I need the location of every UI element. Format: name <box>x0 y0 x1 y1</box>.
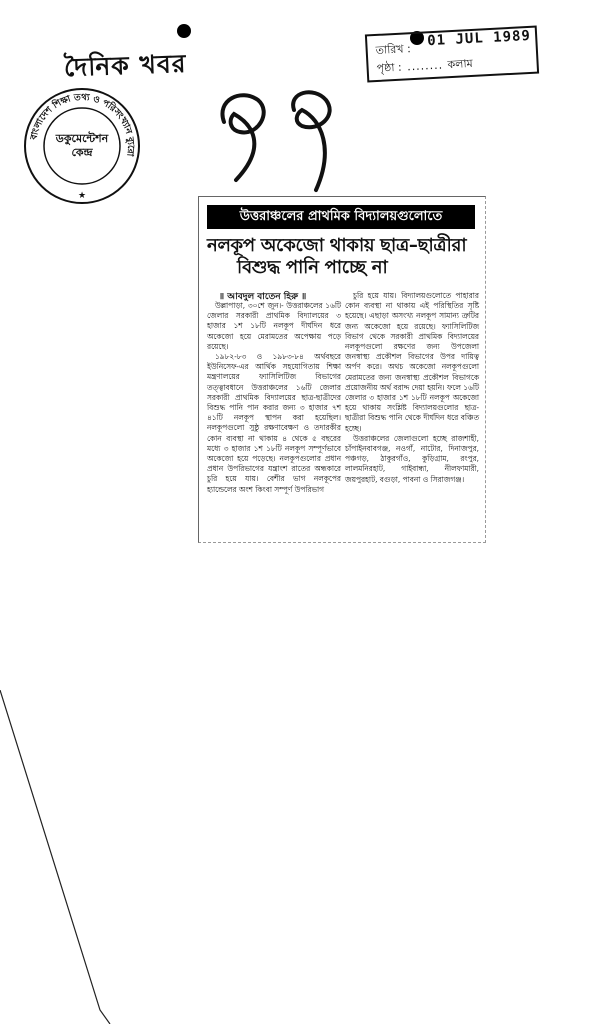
newspaper-clipping <box>198 196 486 543</box>
column-2-paragraph: চুরি হয়ে যায়। বিদ্যালয়গুলোতে পাহারার কোন ব্যবস্থা না থাকায় এই পরিস্থিতির সৃষ্টি হয়েছে। এছাড়া অসংখ্য নলকূপ সামান্য ত্রুটির জন্য অকেজো হয়ে রয়েছে। ফ্যাসিলিটিজ বিভাগ থেকে সরকারী প্রাথমিক বিদ্যালয়ের নলকূপগুলো রক্ষণের জন্য উপজেলা জনস্বাস্থ্য প্রকৌশল বিভাগের উপর দায়িত্ব অর্পণ করে। অথচ অকেজো নলকূপগুলো মেরামতের জন্য জনস্বাস্থ্য প্রকৌশল বিভাগকে প্রয়োজনীয় অর্থ বরাদ্দ দেয়া হয়নি। ফলে ১৬টি জেলার ৩ হাজার ১শ ১৮টি নলকূপ অকেজো হয়ে থাকায় সংশ্লিষ্ট বিদ্যালয়গুলোর ছাত্র-ছাত্রীরা বিশুদ্ধ পানি থেকে দীর্ঘদিন ধরে বঞ্চিত হচ্ছে। <box>345 291 479 433</box>
headline-line-1: নলকূপ অকেজো থাকায় ছাত্র–ছাত্রীরা <box>207 235 467 256</box>
seal-ring-text: বাংলাদেশ শিক্ষা তথ্য ও পরিসংখ্যান ব্যুরো <box>29 92 136 157</box>
date-stamp: তারিখ : 01 JUL 1989 পৃষ্ঠা : ........ কলাম <box>365 26 539 83</box>
documentation-seal <box>22 86 142 206</box>
newspaper-name: দৈনিক খবর <box>63 48 188 83</box>
article-byline: ॥ আবদুল বাতেন হিরু ॥ <box>219 292 307 302</box>
stamp-page-label: পৃষ্ঠা <box>376 61 395 75</box>
column-2-paragraph: উত্তরাঞ্চলের জেলাগুলো হচ্ছে রাজশাহী, চাঁপাইনবাবগঞ্জ, নওগাঁ, নাটোর, দিনাজপুর, পঞ্চগড়, ঠাকুরগাঁও, কুড়িগ্রাম, রংপুর, লালমনিরহাট, গাইবান্ধা, নীলফামারী, জয়পুরহাট, বগুড়া, পাবনা ও সিরাজগঞ্জ। <box>345 433 479 484</box>
punch-hole-left <box>177 24 191 38</box>
paper-crease-line <box>0 690 140 1024</box>
headline-line-2: বিশুদ্ধ পানি পাচ্ছে না <box>237 257 388 278</box>
stamp-date-label: তারিখ <box>375 42 404 57</box>
handwritten-number <box>206 70 366 200</box>
seal-line-1: ডকুমেন্টেশন <box>55 132 109 145</box>
column-1-paragraph: উল্লাপাড়া, ৩০শে জুন।- উত্তরাঞ্চলের ১৬টি জেলার সরকারী প্রাথমিক বিদ্যালয়ের ৩ হাজার ১শ ১৮টি নলকূপ দীর্ঘদিন ধরে অকেজো হয়ে মেরামতের অপেক্ষায় পড়ে রয়েছে। <box>207 301 341 351</box>
article-column-2 <box>345 291 479 485</box>
stamp-date: 01 JUL 1989 <box>426 27 532 50</box>
article-kicker: উত্তরাঞ্চলের প্রাথমিক বিদ্যালয়গুলোতে <box>207 205 475 229</box>
seal-line-2: কেন্দ্র <box>71 146 93 159</box>
stamp-column-label: কলাম <box>447 56 474 72</box>
seal-center-text <box>44 132 120 160</box>
article-headline <box>207 235 477 279</box>
article-column-1 <box>207 301 341 495</box>
svg-text:★: ★ <box>77 191 87 201</box>
handwritten-number-icon <box>206 70 366 200</box>
column-1-paragraph: ১৯৮২-৮৩ ও ১৯৮৩-৮৪ অর্থবছরে ইউনিসেফ-এর আর্থিক সহযোগিতায় শিক্ষা মন্ত্রণালয়ের ফ্যাসিলিটিজ বিভাগের তত্ত্বাবধানে উত্তরাঞ্চলের ১৬টি জেলার সরকারী প্রাথমিক বিদ্যালয়ের ছাত্র-ছাত্রীদের বিশুদ্ধ পানি পান করার জন্য ৩ হাজার ৭শ ৪১টি নলকূপ স্থাপন করা হয়েছিল। নলকূপগুলো সুষ্ঠু রক্ষণাবেক্ষণ ও তদারকীর কোন ব্যবস্থা না থাকায় ৪ থেকে ৫ বছরের মধ্যে ৩ হাজার ১শ ১৮টি নলকূপ সম্পূর্ণভাবে অকেজো হয়ে পড়েছে। নলকূপগুলোর প্রধান প্রধান উপরিভাগের যন্ত্রাংশ রাতের অন্ধকারে চুরি হয়ে যায়। বেশীর ভাগ নলকূপের হ্যান্ডেলের অংশ কিংবা সম্পূর্ণ উপরিভাগ <box>207 352 341 494</box>
